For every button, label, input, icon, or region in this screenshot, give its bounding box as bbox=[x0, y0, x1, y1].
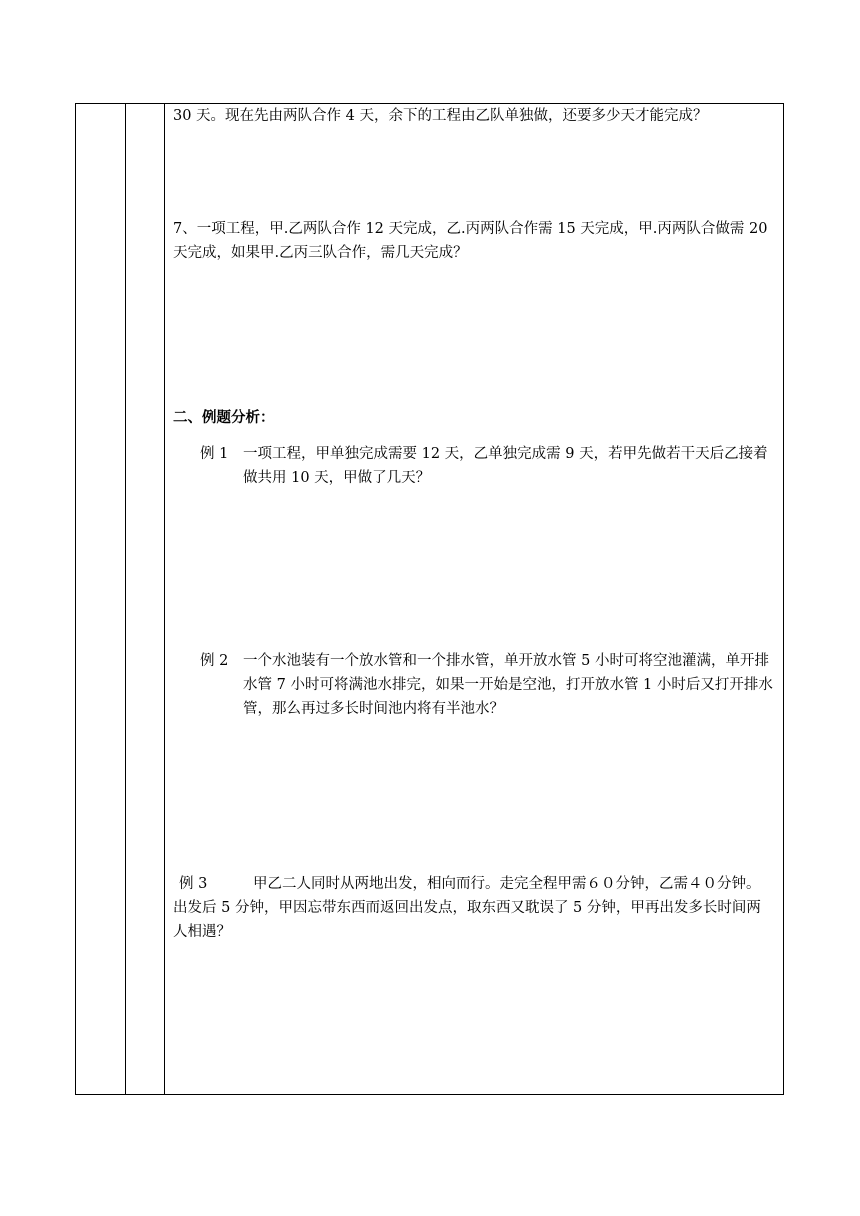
content-cell bbox=[173, 104, 773, 1094]
example-2-label: 例 2 bbox=[200, 653, 229, 669]
column-divider-2 bbox=[164, 104, 165, 1094]
example-1-label: 例 1 bbox=[200, 446, 229, 462]
column-divider-1 bbox=[125, 104, 126, 1094]
question-7: 7、一项工程，甲.乙两队合作 12 天完成，乙.丙两队合作需 15 天完成，甲.丙两队合做需 20 天完成，如果甲.乙丙三队合作，需几天完成？ bbox=[173, 221, 768, 261]
example-1-text: 一项工程，甲单独完成需要 12 天，乙单独完成需 9 天，若甲先做若干天后乙接着做共用 10 天，甲做了几天？ bbox=[243, 446, 768, 486]
section-heading: 二、例题分析： bbox=[173, 409, 275, 426]
example-3-text: 甲乙二人同时从两地出发，相向而行。走完全程甲需６０分钟，乙需４０分钟。出发后 5 分钟，甲因忘带东西而返回出发点，取东西又耽误了 5 分钟，甲再出发多长时间两人相遇？ bbox=[173, 876, 761, 940]
worksheet-table bbox=[75, 103, 784, 1095]
example-3-label: 例 3 bbox=[179, 876, 208, 892]
question-6-continuation: 30 天。现在先由两队合作 4 天，余下的工程由乙队单独做，还要多少天才能完成？ bbox=[173, 108, 708, 124]
example-2-text: 一个水池装有一个放水管和一个排水管，单开放水管 5 小时可将空池灌满，单开排水管 7 小时可将满池水排完，如果一开始是空池，打开放水管 1 小时后又打开排水管，那么再过多长时间池内将有半池水？ bbox=[243, 653, 773, 717]
